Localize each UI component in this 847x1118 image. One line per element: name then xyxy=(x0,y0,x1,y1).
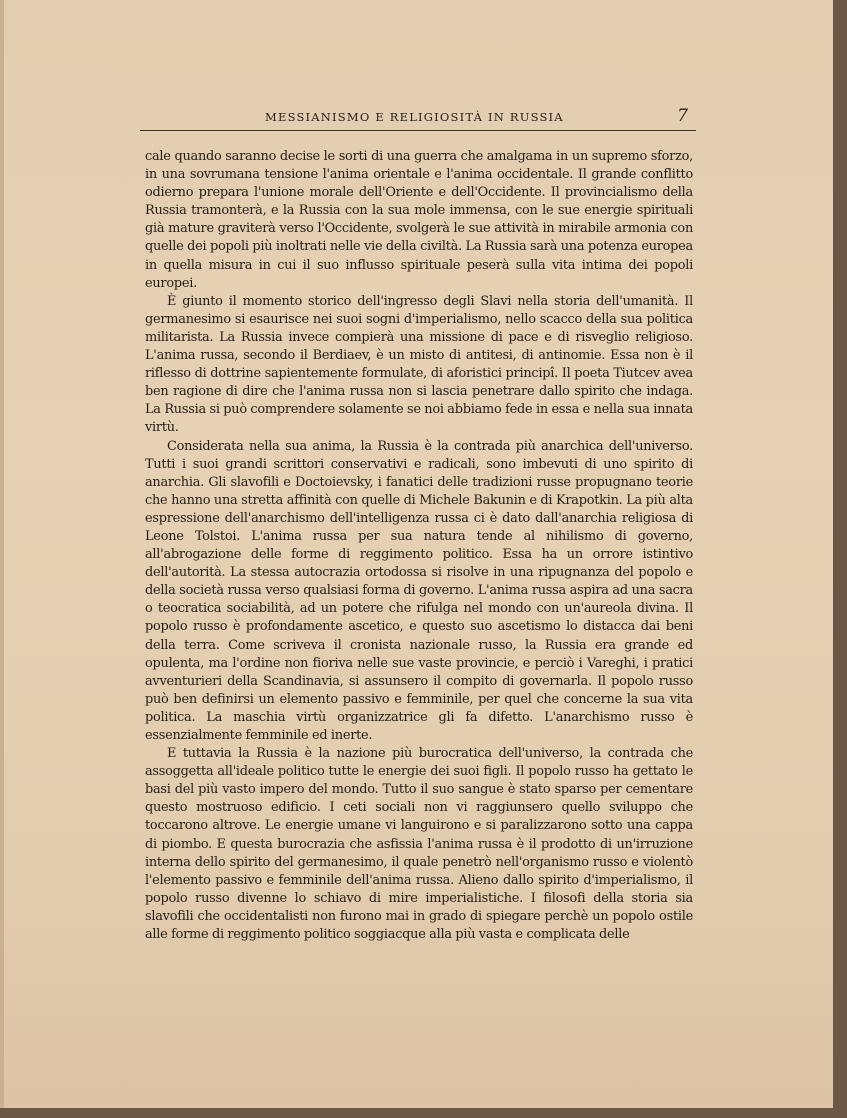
page-number: 7 xyxy=(677,106,688,126)
paragraph: È giunto il momento storico dell'ingresso degli Slavi nella storia dell'umanità. Il germanesimo si esaurisce nei suoi sogni d'imperialismo, nello scacco della sua politica militarista. La Russia invece compierà una missione di pace e di risveglio religioso. L'anima russa, secondo il Berdiaev, è un misto di antitesi, di antinomie. Essa non è il riflesso di dottrine sapientemente formulate, di aforistici principî. Il poeta Tiutcev avea ben ragione di dire che l'anima russa non si lascia penetrare dallo spirito che indaga. La Russia si può comprendere solamente se noi abbiamo fede in essa e nella sua innata virtù. xyxy=(145,293,693,436)
paragraph: Considerata nella sua anima, la Russia è la contrada più anarchica dell'universo. Tutti i suoi grandi scrittori conservativi e radicali, sono imbevuti di uno spirito di anarchia. Gli slavofili e Doctoievsky, i fanatici delle tradizioni russe propugnano teorie che hanno una stretta affinità con quelle di Michele Bakunin e di Krapotkin. La più alta espressione dell'anarchismo dell'intelligenza russa ci è dato dall'anarchia religiosa di Leone Tolstoi. L'anima russa per sua natura tende al nihilismo di governo, all'abrogazione delle forme di reggimento politico. Essa ha un orrore istintivo dell'autorità. La stessa autocrazia ortodossa si risolve in una ripugnanza del popolo e della società russa verso qualsiasi forma di governo. L'anima russa aspira ad una sacra o teocratica sociabilità, ad un potere che rifulga nel mondo con un'aureola divina. Il popolo russo è profondamente ascetico, e questo suo ascetismo lo distacca dai beni della terra. Come scriveva il cronista nazionale russo, la Russia era grande ed opulenta, ma l'ordine non fioriva nelle sue vaste provincie, e perciò i Vareghi, i pratici avventurieri della Scandinavia, si assunsero il compito di governarla. Il popolo russo può ben definirsi un elemento passivo e femminile, per quel che concerne la sua vita politica. La maschia virtù organizzatrice gli fa difetto. L'anarchismo russo è essenzialmente femminile ed inerte. xyxy=(145,438,693,743)
paragraph: E tuttavia la Russia è la nazione più burocratica dell'universo, la contrada che assoggetta all'ideale politico tutte le energie dei suoi figli. Il popolo russo ha gettato le basi del più vasto impero del mondo. Tutto il suo sangue è stato sparso per cementare questo mostruoso edificio. I ceti sociali non vi raggiunsero quello sviluppo che toccarono altrove. Le energie umane vi languirono e si paralizzarono sotto una cappa di piombo. E questa burocrazia che asfissia l'anima russa è il prodotto di un'irruzione interna dello spirito del germanesimo, il quale penetrò nell'organismo russo e violentò l'elemento passivo e femminile dell'anima russa. Alieno dallo spirito d'imperialismo, il popolo russo divenne lo schiavo di mire imperialistiche. I filosofi della storia sia slavofili che occidentalisti non furono mai in grado di spiegare perchè un popolo ostile alle forme di reggimento politico soggiacque alla più vasta e complicata delle xyxy=(145,746,693,943)
body-text xyxy=(145,148,693,944)
page-edge xyxy=(0,0,4,1108)
running-title: MESSIANISMO E RELIGIOSITÀ IN RUSSIA xyxy=(265,110,564,124)
running-header xyxy=(140,108,696,131)
paragraph-continuation: cale quando saranno decise le sorti di una guerra che amalgama in un supremo sforzo, in una sovrumana tensione l'anima orientale e l'anima occidentale. Il grande conflitto odierno prepara l'unione morale dell'Oriente e dell'Occidente. Il provincialismo della Russia tramonterà, e la Russia con la sua mole immensa, con le sue energie spirituali già mature graviterà verso l'Occidente, svolgerà le sue attività in mirabile armonia con quelle dei popoli più inoltrati nelle vie della civiltà. La Russia sarà una potenza europea in quella misura in cui il suo influsso spirituale peserà sulla vita intima dei popoli europei. xyxy=(145,149,693,291)
